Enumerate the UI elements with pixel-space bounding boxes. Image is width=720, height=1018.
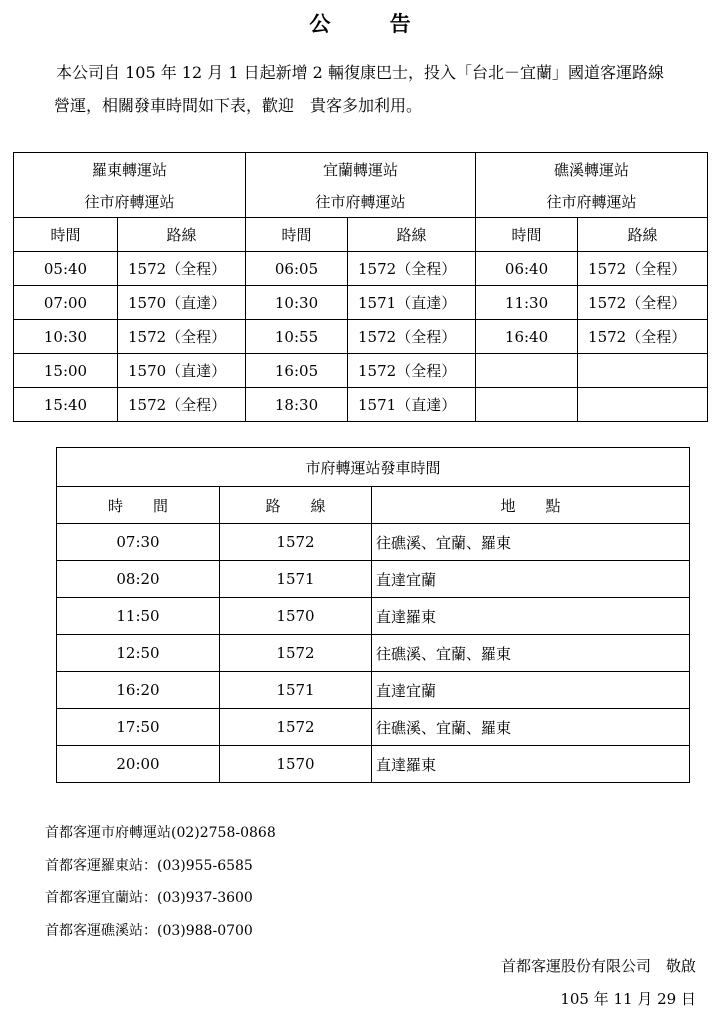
departure-time: 06:05 bbox=[246, 252, 348, 286]
empty-cell bbox=[476, 354, 578, 388]
table-caption-row bbox=[57, 448, 690, 487]
table-row bbox=[57, 598, 690, 635]
destination-cell: 直達羅東 bbox=[372, 746, 690, 783]
destination-cell: 直達羅東 bbox=[372, 598, 690, 635]
route-cell: 1571（直達） bbox=[348, 286, 476, 320]
station-destination-jiaoxi: 往市府轉運站 bbox=[476, 185, 708, 218]
route-cell: 1571（直達） bbox=[348, 388, 476, 422]
route-number: 1572 bbox=[220, 635, 372, 672]
departure-time: 16:40 bbox=[476, 320, 578, 354]
destination-cell: 往礁溪、宜蘭、羅東 bbox=[372, 524, 690, 561]
table-row bbox=[57, 746, 690, 783]
departure-time: 17:50 bbox=[57, 709, 220, 746]
contact-yilan: 首都客運宜蘭站：(03)937-3600 bbox=[45, 890, 253, 906]
route-column-header: 路 線 bbox=[220, 487, 372, 524]
signature-block bbox=[501, 950, 696, 1016]
departure-time: 20:00 bbox=[57, 746, 220, 783]
company-signature: 首都客運股份有限公司 敬啟 bbox=[500, 957, 696, 975]
departure-time: 11:30 bbox=[476, 286, 578, 320]
station-name-jiaoxi: 礁溪轉運站 bbox=[476, 153, 708, 186]
station-header-row bbox=[14, 153, 708, 186]
contact-city-hall: 首都客運市府轉運站(02)2758-0868 bbox=[45, 825, 276, 841]
time-column-header: 時間 bbox=[246, 218, 348, 252]
table-row bbox=[14, 252, 708, 286]
table-row bbox=[14, 320, 708, 354]
departure-time: 05:40 bbox=[14, 252, 118, 286]
column-header-row bbox=[14, 218, 708, 252]
station-name-yilan: 宜蘭轉運站 bbox=[246, 153, 476, 186]
destination-column-header: 地 點 bbox=[372, 487, 690, 524]
departure-time: 10:30 bbox=[246, 286, 348, 320]
route-cell: 1572（全程） bbox=[348, 320, 476, 354]
departure-time: 15:00 bbox=[14, 354, 118, 388]
route-cell: 1572（全程） bbox=[118, 320, 246, 354]
route-cell: 1570（直達） bbox=[118, 354, 246, 388]
departure-time: 07:00 bbox=[14, 286, 118, 320]
column-header-row bbox=[57, 487, 690, 524]
station-name-luodong: 羅東轉運站 bbox=[14, 153, 246, 186]
notice-title: 公 告 bbox=[309, 11, 437, 36]
departure-time: 08:20 bbox=[57, 561, 220, 598]
city-hall-departure-table bbox=[56, 447, 690, 783]
route-number: 1570 bbox=[220, 746, 372, 783]
route-cell: 1572（全程） bbox=[118, 252, 246, 286]
route-cell: 1572（全程） bbox=[118, 388, 246, 422]
route-cell: 1572（全程） bbox=[578, 320, 708, 354]
route-cell: 1572（全程） bbox=[348, 252, 476, 286]
departure-time: 12:50 bbox=[57, 635, 220, 672]
table-row bbox=[57, 561, 690, 598]
route-cell: 1570（直達） bbox=[118, 286, 246, 320]
route-number: 1571 bbox=[220, 561, 372, 598]
intro-line-2: 營運，相關發車時間如下表，歡迎 貴客多加利用。 bbox=[54, 96, 423, 115]
departure-time: 16:05 bbox=[246, 354, 348, 388]
route-cell: 1572（全程） bbox=[348, 354, 476, 388]
table-row bbox=[14, 388, 708, 422]
departure-time: 10:30 bbox=[14, 320, 118, 354]
contact-jiaoxi: 首都客運礁溪站：(03)988-0700 bbox=[45, 922, 253, 939]
destination-cell: 往礁溪、宜蘭、羅東 bbox=[372, 709, 690, 746]
route-column-header: 路線 bbox=[578, 218, 708, 252]
departure-time: 16:20 bbox=[57, 672, 220, 709]
notice-date: 105 年 11 月 29 日 bbox=[560, 990, 696, 1008]
departure-time: 15:40 bbox=[14, 388, 118, 422]
destination-cell: 直達宜蘭 bbox=[372, 672, 690, 709]
station-destination-luodong: 往市府轉運站 bbox=[14, 185, 246, 218]
departure-time: 07:30 bbox=[57, 524, 220, 561]
destination-cell: 往礁溪、宜蘭、羅東 bbox=[372, 635, 690, 672]
time-column-header: 時間 bbox=[476, 218, 578, 252]
departure-time: 11:50 bbox=[57, 598, 220, 635]
station-schedule-table bbox=[13, 152, 708, 422]
contact-list bbox=[45, 817, 276, 947]
departure-time: 06:40 bbox=[476, 252, 578, 286]
contact-luodong: 首都客運羅東站：(03)955-6585 bbox=[45, 857, 253, 874]
destination-cell: 直達宜蘭 bbox=[372, 561, 690, 598]
route-number: 1570 bbox=[220, 598, 372, 635]
time-column-header: 時間 bbox=[14, 218, 118, 252]
route-number: 1572 bbox=[220, 524, 372, 561]
route-cell: 1572（全程） bbox=[578, 286, 708, 320]
table-row bbox=[57, 672, 690, 709]
departure-time: 18:30 bbox=[246, 388, 348, 422]
intro-line-1: 本公司自 105 年 12 月 1 日起新增 2 輛復康巴士，投入「台北－宜蘭」國道客運路線 bbox=[56, 63, 664, 82]
route-column-header: 路線 bbox=[348, 218, 476, 252]
table-row bbox=[57, 524, 690, 561]
empty-cell bbox=[578, 354, 708, 388]
time-column-header: 時 間 bbox=[57, 487, 220, 524]
table-row bbox=[14, 286, 708, 320]
route-number: 1572 bbox=[220, 709, 372, 746]
route-cell: 1572（全程） bbox=[578, 252, 708, 286]
route-number: 1571 bbox=[220, 672, 372, 709]
table-row bbox=[14, 354, 708, 388]
station-destination-row bbox=[14, 185, 708, 218]
table-row bbox=[57, 709, 690, 746]
announcement-intro bbox=[56, 56, 696, 122]
table-row bbox=[57, 635, 690, 672]
table-caption: 市府轉運站發車時間 bbox=[57, 448, 690, 487]
empty-cell bbox=[476, 388, 578, 422]
route-column-header: 路線 bbox=[118, 218, 246, 252]
station-destination-yilan: 往市府轉運站 bbox=[246, 185, 476, 218]
empty-cell bbox=[578, 388, 708, 422]
departure-time: 10:55 bbox=[246, 320, 348, 354]
